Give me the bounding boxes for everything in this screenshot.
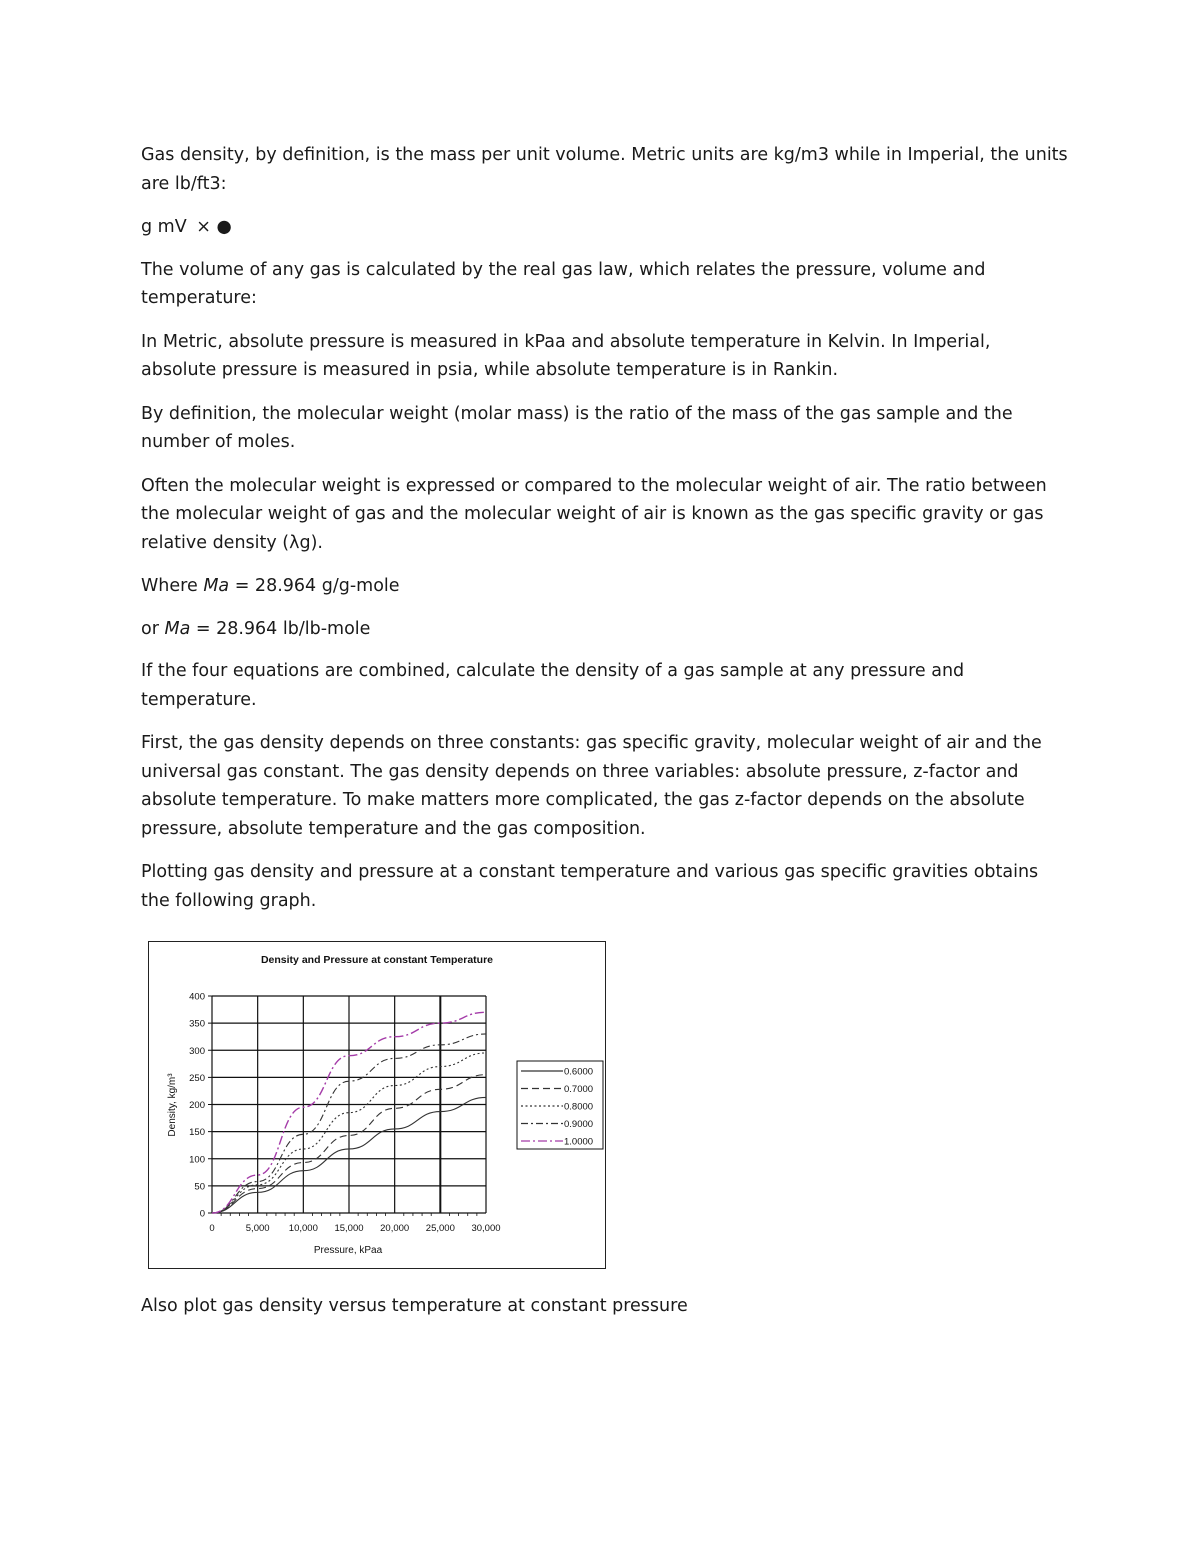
legend-label: 0.9000 [564,1119,594,1130]
x-tick-label: 0 [209,1223,215,1234]
legend-label: 0.7000 [564,1084,594,1095]
x-tick-label: 15,000 [334,1223,364,1234]
y-tick-label: 350 [189,1018,205,1030]
x-tick-label: 25,000 [425,1223,455,1234]
density-pressure-chart [148,941,606,1269]
ma-imperial-value: = 28.964 lb/lb-mole [190,618,371,639]
legend-label: 0.6000 [564,1066,594,1078]
y-tick-label: 0 [199,1208,205,1220]
paragraph-plotting: Plotting gas density and pressure at a constant temperature and various gas specific gravities obtains the following graph. [141,862,1039,911]
paragraph-also-plot: Also plot gas density versus temperature at constant pressure [141,1296,688,1316]
chart-svg [149,942,605,1268]
chart-axes [189,992,500,1235]
formula-symbols: ⨯ ● [196,217,232,237]
paragraph-real-gas-law: The volume of any gas is calculated by the real gas law, which relates the pressure, volume and temperature: [141,259,986,308]
x-axis-label: Pressure, kPaa [313,1245,383,1256]
y-tick-label: 100 [189,1154,205,1166]
paragraph-density-definition: Gas density, by definition, is the mass per unit volume. Metric units are kg/m3 while in Imperial, the units are lb/ft3: [141,145,1068,194]
x-tick-label: 5,000 [245,1223,270,1234]
y-tick-label: 400 [189,991,205,1003]
paragraph-units: In Metric, absolute pressure is measured in kPaa and absolute temperature in Kelvin. In Imperial, absolute pressure is measured in psia, while absolute temperature is in Rankin. [141,331,991,380]
x-tick-label: 10,000 [288,1223,318,1234]
chart-legend [517,1061,603,1149]
paragraph-constants-variables: First, the gas density depends on three constants: gas specific gravity, molecular weight of air and the universal gas constant. The gas density depends on three variables: absolute pressure, z-factor and absolute temperature. To make matters more complicated, the gas z-factor depends on the absolute pressure, absolute temperature and the gas composition. [141,733,1042,839]
document-body [141,141,1071,930]
ma-metric-prefix: Where [141,576,204,596]
y-tick-label: 300 [189,1045,205,1057]
ma-imperial-var: Ma [164,618,191,639]
legend-label: 1.0000 [564,1136,594,1148]
y-tick-label: 50 [194,1181,205,1193]
paragraph-ma-metric [141,572,1071,601]
paragraph-specific-gravity: Often the molecular weight is expressed or compared to the molecular weight of air. The ratio between the molecular weight of gas and the molecular weight of air is known as the gas specific gravity or gas relative density (λg). [141,475,1047,553]
formula-text: g mV [141,217,187,237]
x-tick-label: 30,000 [471,1223,501,1234]
chart-title: Density and Pressure at constant Temperature [260,954,494,966]
paragraph-combined-equations: If the four equations are combined, calculate the density of a gas sample at any pressure and temperature. [141,661,965,710]
ma-imperial-prefix: or [141,618,165,639]
ma-metric-var: Ma [203,576,230,596]
legend-label: 0.8000 [564,1101,594,1113]
y-axis-label: Density, kg/m³ [167,1073,178,1137]
paragraph-ma-imperial [141,615,1071,644]
y-tick-label: 150 [189,1127,205,1139]
paragraph-molecular-weight: By definition, the molecular weight (molar mass) is the ratio of the mass of the gas sample and the number of moles. [141,403,1013,452]
y-tick-label: 200 [189,1100,205,1111]
ma-metric-value: = 28.964 g/g-mole [229,576,400,596]
x-tick-label: 20,000 [380,1223,410,1234]
y-tick-label: 250 [189,1072,205,1084]
formula-line [141,213,1071,242]
chart-grid [212,996,486,1213]
